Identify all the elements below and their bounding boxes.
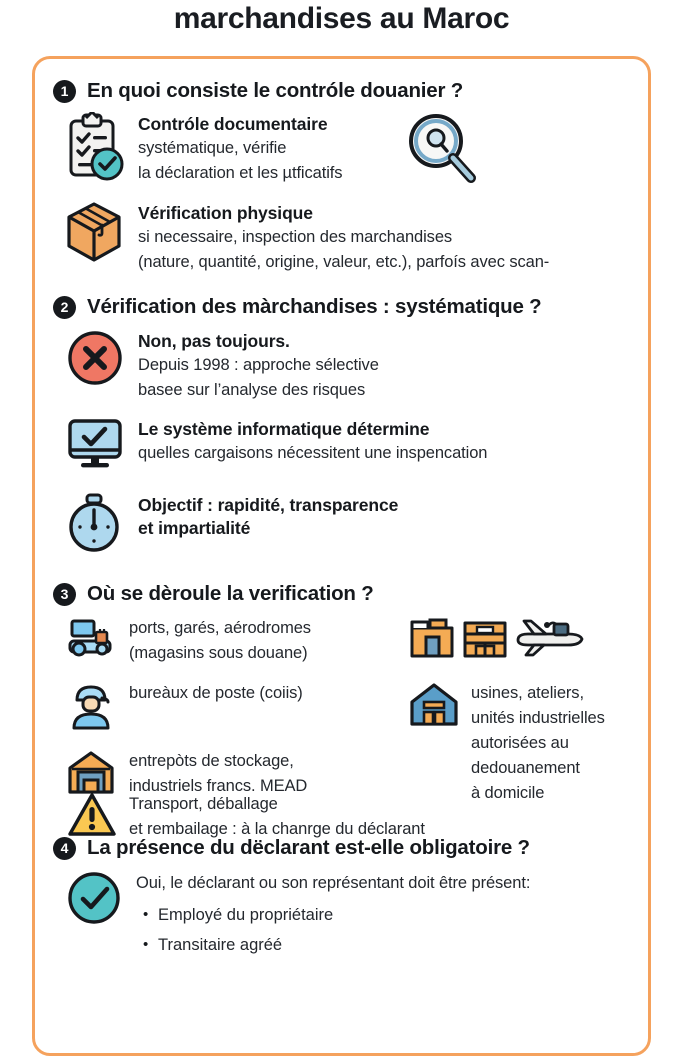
sub-line-2: (nature, quantité, origine, valeur, etc.), parfoís avec scan- bbox=[138, 253, 550, 271]
package-box-icon bbox=[66, 201, 126, 272]
sub-line-1: quelles cargaisons nécessitent une inspencation bbox=[138, 444, 488, 462]
page-title: marchandises au Maroc bbox=[173, 2, 510, 35]
section-2-question: Vérification des màrchandises : systématique ? bbox=[87, 295, 542, 318]
list-item: • Employé du propriétaire bbox=[158, 900, 530, 930]
house-blue-icon bbox=[408, 680, 460, 733]
sub-line-1: Depuis 1998 : approche sélective bbox=[138, 356, 379, 374]
section-3-number: 3 bbox=[53, 583, 76, 606]
list-item: • Transitaire agréé bbox=[158, 930, 530, 960]
line-4: dedouanement bbox=[471, 759, 580, 777]
postal-worker-icon bbox=[66, 680, 118, 735]
line-1: entrepòts de stockage, bbox=[129, 752, 294, 770]
line-1: ports, garés, aérodromes bbox=[129, 619, 311, 637]
teal-check-circle-icon bbox=[66, 870, 124, 933]
item-systeme-informatique-text bbox=[138, 417, 487, 466]
line-2: et rembailage : à la chanrge du déclarant bbox=[129, 820, 425, 838]
section-2 bbox=[53, 295, 632, 560]
section-1 bbox=[53, 79, 632, 275]
line-2: (magasins sous douane) bbox=[129, 644, 308, 662]
section-2-number: 2 bbox=[53, 296, 76, 319]
sub-line-2: la déclaration et les µtficatifs bbox=[138, 164, 343, 182]
item-usines-ateliers bbox=[408, 680, 658, 806]
transport-icons-group bbox=[408, 615, 658, 664]
declarant-bullet-list bbox=[136, 900, 530, 960]
section-3-right-column bbox=[408, 615, 658, 806]
item-bureaux-poste bbox=[66, 680, 396, 735]
item-bureaux-poste-text bbox=[129, 680, 303, 706]
line-1: Transport, déballage bbox=[129, 795, 278, 813]
line-2: industriels francs. MEAD bbox=[129, 777, 308, 795]
section-1-number: 1 bbox=[53, 80, 76, 103]
section-4 bbox=[53, 836, 632, 960]
section-3-columns bbox=[53, 615, 632, 838]
line-1: bureàux de poste (coiis) bbox=[129, 684, 303, 702]
lead-text: Objectif : rapidité, transparence bbox=[138, 495, 399, 515]
section-1-question: En quoi consiste le contróle douanier ? bbox=[87, 79, 464, 102]
warning-triangle-icon bbox=[66, 791, 118, 844]
factory-icon bbox=[408, 615, 456, 664]
item-systeme-informatique bbox=[66, 417, 632, 478]
lead-text: Non, pas toujours. bbox=[138, 331, 290, 351]
lead-text: Le système informatique détermine bbox=[138, 419, 430, 439]
clipboard-check-icon bbox=[66, 112, 126, 187]
item-transport-deballage bbox=[66, 791, 646, 844]
stopwatch-icon bbox=[66, 493, 126, 560]
section-2-heading bbox=[53, 295, 632, 319]
section-4-question: La présence du dëclarant est-elle obligatoire ? bbox=[87, 836, 530, 859]
line-2: unités industrielles bbox=[471, 709, 605, 727]
item-objectif-text bbox=[138, 493, 398, 540]
item-transport-text bbox=[129, 791, 425, 842]
item-controle-documentaire-text bbox=[138, 112, 342, 186]
line-3: autorisées au bbox=[471, 734, 569, 752]
section-3-question: Où se dèroule la verification ? bbox=[87, 582, 374, 605]
line-1: Oui, le déclarant ou son représentant doit être présent: bbox=[136, 874, 531, 892]
item-presence-declarant bbox=[66, 870, 632, 960]
item-usines-text bbox=[471, 680, 605, 806]
section-1-heading bbox=[53, 79, 632, 103]
lead-text: Vérification physique bbox=[138, 203, 313, 223]
item-objectif bbox=[66, 493, 632, 560]
section-3-left-column bbox=[66, 615, 396, 801]
truck-cargo-icon bbox=[66, 615, 118, 668]
lead-text: Contróle documentaire bbox=[138, 114, 328, 134]
item-verification-physique-text bbox=[138, 201, 549, 275]
item-non-pas-toujours bbox=[66, 329, 632, 403]
section-3-heading bbox=[53, 582, 632, 606]
item-presence-declarant-text bbox=[136, 870, 530, 960]
magnifier-icon bbox=[403, 108, 483, 193]
section-3 bbox=[53, 582, 632, 838]
content-card bbox=[32, 56, 651, 1056]
item-non-pas-toujours-text bbox=[138, 329, 379, 403]
item-verification-physique bbox=[66, 201, 632, 275]
cargo-plane-icon bbox=[514, 615, 586, 664]
sub-line-2: basee sur l’analyse des risques bbox=[138, 381, 366, 399]
line-1: usines, ateliers, bbox=[471, 684, 584, 702]
item-ports-aerodromes bbox=[66, 615, 396, 668]
sub-line-1: systématique, vérifie bbox=[138, 139, 287, 157]
warehouse-building-icon bbox=[461, 615, 509, 664]
red-cross-circle-icon bbox=[66, 329, 126, 394]
line-5: à domicile bbox=[471, 784, 545, 802]
section-4-number: 4 bbox=[53, 837, 76, 860]
monitor-check-icon bbox=[66, 417, 126, 478]
item-controle-documentaire bbox=[66, 112, 632, 187]
lead-text-2: et impartialité bbox=[138, 518, 251, 538]
item-ports-text bbox=[129, 615, 311, 666]
sub-line-1: si necessaire, inspection des marchandises bbox=[138, 228, 453, 246]
